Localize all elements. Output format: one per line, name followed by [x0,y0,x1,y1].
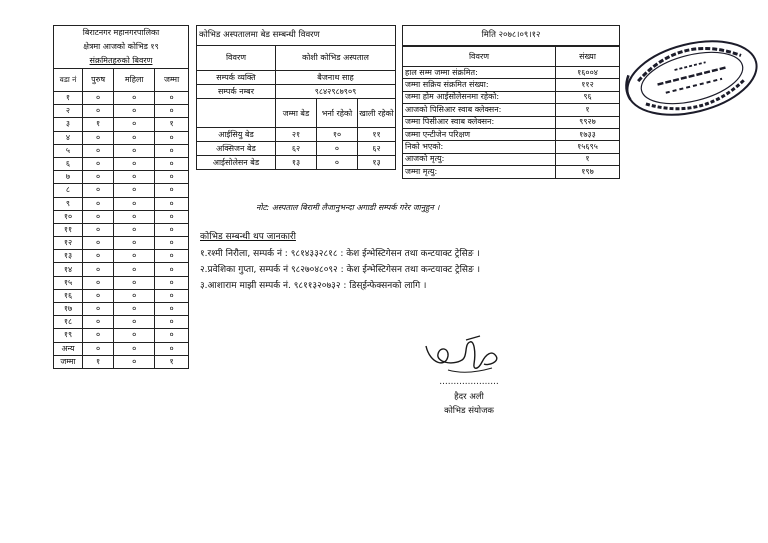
report-date: मिति २०७८।०९।१२ [403,26,620,46]
total-count: ० [155,250,189,263]
ward-number: १५ [54,276,83,289]
male-count: १ [83,355,114,368]
bed-type-label: आईसियु बेड [197,128,276,142]
ward-row [54,144,189,157]
covid-summary-table [402,46,620,179]
summary-label: जम्मा पिसीआर स्वाब क्लेक्सन: [403,116,556,128]
summary-header-description: विवरण [403,47,556,67]
ward-number: १ [54,92,83,105]
female-count: ० [114,118,155,131]
male-count: ० [83,184,114,197]
summary-value: १६००४ [556,67,620,79]
total-count: ० [155,210,189,223]
male-count: ० [83,105,114,118]
male-count: ० [83,131,114,144]
total-count: ० [155,131,189,144]
total-count: ० [155,157,189,170]
ward-number: १२ [54,237,83,250]
ward-row [54,105,189,118]
summary-value: १५६९५ [556,141,620,153]
female-count: ० [114,131,155,144]
summary-value: ११२ [556,79,620,91]
bed-row [197,128,396,142]
female-count: ० [114,157,155,170]
ward-title-line-2: क्षेत्रमा आजको कोभिड १९ [83,42,159,51]
signature-dots: ………………… [439,377,499,387]
extra-info-title: कोभिड सम्बन्धी थप जानकारी [200,232,296,242]
contact-number-label: सम्पर्क नम्बर [197,85,276,99]
summary-value: १९७ [556,166,620,178]
ward-number: १० [54,210,83,223]
bed-table-title: कोभिड अस्पतालमा बेड सम्बन्धी विवरण [197,26,396,46]
summary-row [403,116,620,128]
total-count: १ [155,118,189,131]
female-count: ० [114,303,155,316]
total-count: १ [155,355,189,368]
female-count: ० [114,237,155,250]
ward-number: १८ [54,316,83,329]
ward-number: २ [54,105,83,118]
extra-info-line-1: १.रश्मी निरौला, सम्पर्क नं : ९८१४३३२८१८ : केश ईन्भेस्टिगेसन तथा कन्टयाक्ट ट्रेसिङ । [200,249,480,259]
ward-row [54,223,189,236]
ward-title-line-1: बिराटनगर महानगरपालिका [82,28,160,37]
bed-subheader-available: खाली रहेको [358,99,396,128]
bed-row [197,156,396,170]
female-count: ० [114,289,155,302]
bed-subheader-total: जम्मा बेड [276,99,317,128]
summary-row [403,128,620,140]
summary-value: १ [556,104,620,116]
hospital-name: कोशी कोभिड अस्पताल [276,46,396,71]
ward-number: १४ [54,263,83,276]
summary-label: आजको मृत्यु: [403,153,556,165]
ward-number: १७ [54,303,83,316]
female-count: ० [114,223,155,236]
ward-header-ward: वडा नं [54,69,83,92]
bed-total: ६२ [276,142,317,156]
male-count: ० [83,329,114,342]
summary-value: १ [556,153,620,165]
summary-label: आजको पिसिआर स्वाब क्लेक्सन: [403,104,556,116]
bed-subheader-admitted: भर्ना रहेको [317,99,358,128]
male-count: ० [83,157,114,170]
ward-row [54,197,189,210]
total-count: ० [155,223,189,236]
total-count: ० [155,237,189,250]
summary-label: हाल सम्म जम्मा संक्रमित: [403,67,556,79]
bed-available: ६२ [358,142,396,156]
male-count: ० [83,289,114,302]
total-count: ० [155,92,189,105]
official-seal-stamp [617,32,767,124]
bed-available: ११ [358,128,396,142]
female-count: ० [114,276,155,289]
ward-row [54,329,189,342]
male-count: ० [83,210,114,223]
male-count: ० [83,171,114,184]
female-count: ० [114,92,155,105]
bed-admitted: ० [317,156,358,170]
total-count: ० [155,144,189,157]
female-count: ० [114,342,155,355]
extra-info-line-2: २.प्रवेशिका गुप्ता, सम्पर्क नं ९८२७०४८०९२ : केश ईन्भेस्टिगेसन तथा कन्टयाक्ट ट्रेसिङ । [200,265,480,275]
extra-info-line-3: ३.आशाराम माझी सम्पर्क नं. ९८११३२०७३२ : डिस्ईन्फेक्सनको लागि । [200,281,427,291]
total-count: ० [155,329,189,342]
male-count: ० [83,316,114,329]
female-count: ० [114,171,155,184]
summary-label: जम्मा एन्टीजेन परिक्षण [403,128,556,140]
female-count: ० [114,197,155,210]
hospital-bed-table [196,25,396,170]
total-count: ० [155,197,189,210]
ward-header-male: पुरुष [83,69,114,92]
hospital-note: नोट: अस्पताल बिरामी लैजानुभन्दा अगाडी सम्पर्क गरेर जानुहुन । [256,203,440,212]
ward-number: ९ [54,197,83,210]
total-count: ० [155,263,189,276]
ward-row [54,171,189,184]
male-count: ० [83,92,114,105]
contact-number: ९८४२९८७९०९ [276,85,396,99]
summary-row [403,141,620,153]
female-count: ० [114,355,155,368]
bed-admitted: १० [317,128,358,142]
summary-row [403,153,620,165]
ward-row [54,289,189,302]
male-count: ० [83,250,114,263]
female-count: ० [114,329,155,342]
female-count: ० [114,144,155,157]
ward-number: ११ [54,223,83,236]
ward-header-female: महिला [114,69,155,92]
total-count: ० [155,184,189,197]
summary-row [403,67,620,79]
bed-admitted: ० [317,142,358,156]
ward-number: ८ [54,184,83,197]
male-count: ० [83,263,114,276]
summary-row [403,79,620,91]
bed-subheader-blank [197,99,276,128]
total-count: ० [155,316,189,329]
male-count: १ [83,118,114,131]
total-count: ० [155,171,189,184]
ward-number: ६ [54,157,83,170]
summary-value: ९९२७ [556,116,620,128]
signatory-name: हैदर अली [454,392,484,402]
date-box [402,25,620,46]
summary-label: जम्मा होम आईसोलेसनमा रहेको: [403,91,556,103]
ward-row [54,316,189,329]
female-count: ० [114,210,155,223]
ward-row [54,131,189,144]
contact-person: बैजनाथ साह [276,71,396,85]
male-count: ० [83,223,114,236]
ward-number: ७ [54,171,83,184]
female-count: ० [114,263,155,276]
ward-number: ५ [54,144,83,157]
male-count: ० [83,276,114,289]
ward-number: जम्मा [54,355,83,368]
ward-row [54,303,189,316]
ward-row [54,118,189,131]
summary-value: १७३३ [556,128,620,140]
female-count: ० [114,105,155,118]
male-count: ० [83,144,114,157]
male-count: ० [83,342,114,355]
ward-row [54,92,189,105]
ward-row [54,263,189,276]
ward-row [54,276,189,289]
bed-total: १३ [276,156,317,170]
ward-number: १६ [54,289,83,302]
summary-label: जम्मा सक्रिय संक्रमित संख्या: [403,79,556,91]
ward-row [54,237,189,250]
male-count: ० [83,237,114,250]
ward-infection-table [53,25,189,369]
male-count: ० [83,197,114,210]
male-count: ० [83,303,114,316]
ward-row [54,342,189,355]
ward-row [54,355,189,368]
ward-title-line-3: संक्रमितहरुको बिवरण [89,56,153,65]
bed-type-label: आईसोलेसन बेड [197,156,276,170]
total-count: ० [155,342,189,355]
total-count: ० [155,303,189,316]
total-count: ० [155,105,189,118]
bed-row [197,142,396,156]
summary-label: निको भएको: [403,141,556,153]
ward-number: ३ [54,118,83,131]
ward-header-total: जम्मा [155,69,189,92]
total-count: ० [155,276,189,289]
ward-number: १९ [54,329,83,342]
contact-person-label: सम्पर्क व्यक्ति [197,71,276,85]
female-count: ० [114,184,155,197]
ward-number: अन्य [54,342,83,355]
ward-row [54,184,189,197]
female-count: ० [114,316,155,329]
female-count: ० [114,250,155,263]
summary-value: ९६ [556,91,620,103]
total-count: ० [155,289,189,302]
summary-row [403,104,620,116]
bed-type-label: अक्सिजन बेड [197,142,276,156]
ward-row [54,250,189,263]
ward-row [54,210,189,223]
summary-label: जम्मा मृत्यु: [403,166,556,178]
summary-row [403,91,620,103]
ward-number: ४ [54,131,83,144]
bed-available: १३ [358,156,396,170]
summary-header-count: संख्या [556,47,620,67]
ward-number: १३ [54,250,83,263]
bed-header-description: विवरण [197,46,276,71]
summary-row [403,166,620,178]
ward-row [54,157,189,170]
bed-total: २१ [276,128,317,142]
signatory-role: कोभिड संयोजक [444,406,494,416]
